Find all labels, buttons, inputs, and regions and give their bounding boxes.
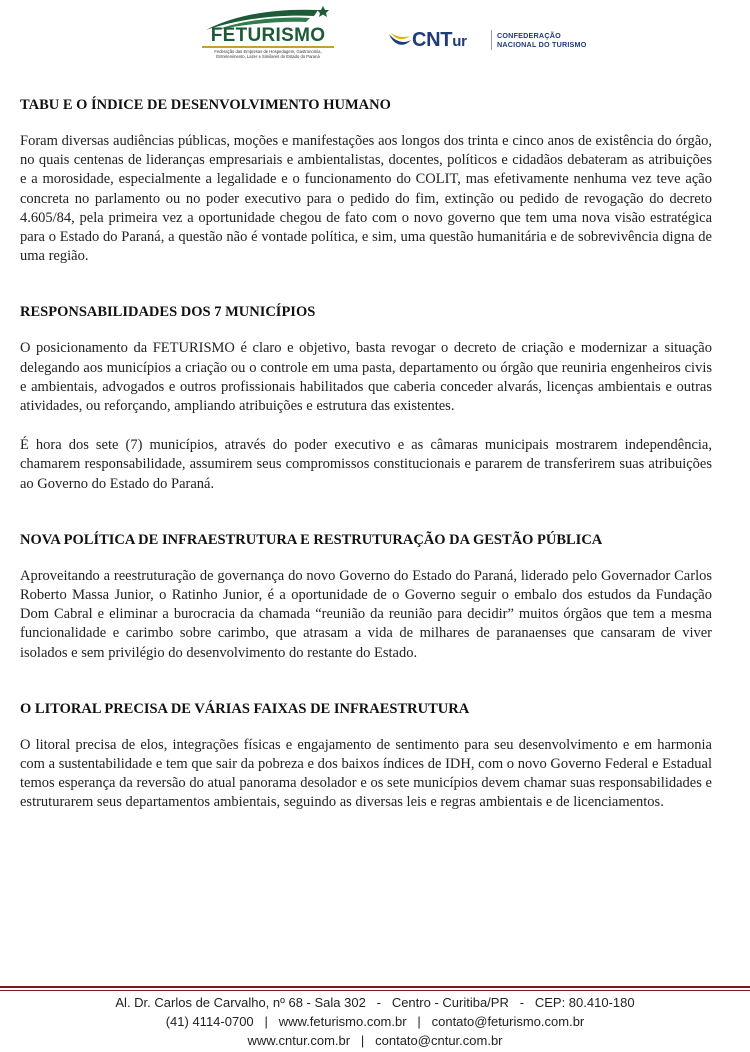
document-body (20, 96, 712, 813)
feturismo-logo (202, 6, 334, 64)
cntur-wordmark-suffix: ur (452, 33, 467, 50)
cntur-wordmark (412, 29, 467, 53)
cntur-logo (388, 28, 608, 54)
footer-contact-feturismo: (41) 4114-0700 | www.feturismo.com.br | contato@feturismo.com.br (165, 1014, 585, 1029)
footer-address: Al. Dr. Carlos de Carvalho, nº 68 - Sala 302 - Centro - Curitiba/PR - CEP: 80.410-180 (115, 995, 635, 1010)
cntur-subtitle-line1: CONFEDERAÇÃO (497, 31, 561, 40)
section-tabu-idh (20, 96, 712, 266)
section-heading: RESPONSABILIDADES DOS 7 MUNICÍPIOS (20, 304, 316, 321)
footer-contact-cntur: www.cntur.com.br | contato@cntur.com.br (247, 1033, 503, 1048)
section-paragraph: Aproveitando a reestruturação de governança do novo Governo do Estado do Paraná, liderado pelo Governador Carlos Roberto Massa Junior, o Ratinho Junior, é a oportunidade de o Governo seguir o embalo dos estudos da Fundação Dom Cabral e eliminar a burocracia da chamada “reunião da reunião para decidir” muitos órgãos que tem a mesma funcionalidade e carimbo sobre carimbo, que atrasam a vida de milhares de paranaenses que cansaram de viver isolados e sem privilégio do desenvolvimento do restante do Estado. (20, 567, 712, 661)
section-paragraph: O posicionamento da FETURISMO é claro e objetivo, basta revogar o decreto de criação e modernizar a situação delegando aos municípios a criação ou o controle em uma pasta, departamento ou órgão que reuniria engenheiros civis e ambientais, advogados e outros profissionais habilitados que caberia conceder alvarás, licenças ambientais e outras atividades, ou reforçando, ampliando atribuições e estrutura das existentes. (20, 340, 712, 415)
section-paragraph: É hora dos sete (7) municípios, através do poder executivo e as câmaras municipais mostrarem independência, chamarem responsabilidade, assumirem seus compromissos constitucionais e pararem de transferirem suas atribuições ao Governo do Estado do Paraná. (20, 437, 712, 492)
section-litoral (20, 700, 712, 813)
section-heading: TABU E O ÍNDICE DE DESENVOLVIMENTO HUMANO (20, 97, 391, 113)
cntur-subtitle (497, 32, 587, 49)
cntur-wordmark-main: CNT (412, 29, 453, 51)
section-heading: O LITORAL PRECISA DE VÁRIAS FAIXAS DE INFRAESTRUTURA (20, 700, 470, 717)
section-heading: NOVA POLÍTICA DE INFRAESTRUTURA E RESTRUTURAÇÃO DA GESTÃO PÚBLICA (20, 531, 603, 548)
section-nova-politica (20, 531, 712, 663)
feturismo-wordmark: FETURISMO (210, 25, 326, 46)
feturismo-underline (202, 46, 334, 48)
section-paragraph: O litoral precisa de elos, integrações físicas e engajamento de sentimento para seu desenvolvimento e em harmonia com a sustentabilidade e tem que sair da pobreza e dos baixos índices de IDH, com o novo Governo Federal e Estadual temos esperança da reversão do atual panorama desolador e os sete municípios devem chamar suas responsabilidades e estruturarem seus departamentos ambientais, seguindo as diversas leis e regras ambientais e de licenciamentos. (20, 736, 712, 811)
section-responsabilidades (20, 303, 712, 493)
cntur-subtitle-line2: NACIONAL DO TURISMO (497, 39, 587, 49)
cntur-swoosh-icon (388, 30, 412, 50)
footer-rule-thin (0, 990, 750, 991)
feturismo-tagline: Federação das Empresas de Hospedagem, Gastronomia, Entretenimento, Lazer e Similares do Estado do Paraná (214, 49, 322, 59)
section-paragraph: Foram diversas audiências públicas, moções e manifestações aos longos dos trinta e cinco anos de existência do órgão, no quais centenas de lideranças empresariais e ambientalistas, docentes, políticos e cidadãos debateram as atribuições e a morosidade, especialmente a legalidade e o funcionamento do COLIT, mas efetivamente nenhuma vez teve ação concreta no parlamento ou no poder executivo para o pedido do fim, extinção ou pedido de revogação do decreto 4.605/84, pela primeira vez a oportunidade chegou de fato com o novo governo que tem uma nova visão estratégica para o Estado do Paraná, a questão não é vontade política, e sim, uma questão humanitária e de sobrevivência digna de uma região. (20, 133, 712, 265)
footer-rule (0, 986, 750, 988)
footer (0, 993, 750, 1050)
cntur-divider (491, 30, 492, 50)
